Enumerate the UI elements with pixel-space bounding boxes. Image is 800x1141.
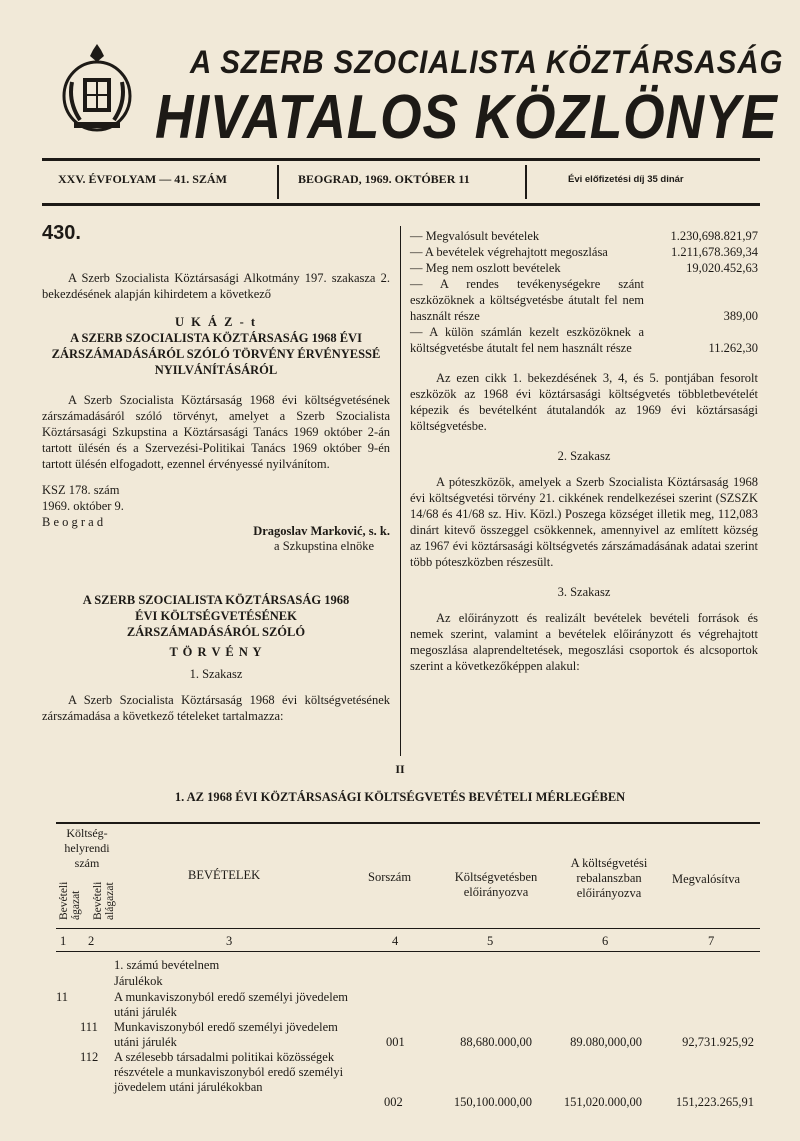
section-1-body: A Szerb Szocialista Köztársaság 1968 évi költségvetésének zárszámadása a következő tételeket tartalmazza: [42,693,390,723]
header-rule [56,928,760,929]
intro-paragraph: A Szerb Szocialista Köztársasági Alkotmány 197. szakasza 2. bekezdésének alapján kihirdetem a következő [42,271,390,301]
colnum: 1 [60,934,67,948]
header-bevetelek: BEVÉTELEK [188,868,261,882]
header-bevételi-alagazat: Bevételi alágazat [92,881,116,920]
coat-of-arms-icon [60,42,134,136]
part-roman-numeral: II [395,762,405,776]
section-3-heading: 3. Szakasz [557,585,611,599]
masthead-title: A SZERB SZOCIALISTA KÖZTÁRSASÁG [190,44,784,80]
header-megvalositva: Megvalósítva [672,872,741,886]
right-column [410,228,758,674]
header-rebalansz: A költségvetési rebalanszban előirányozva [570,856,648,900]
item-number: 430. [42,222,81,244]
header-group: Költség-helyrendi szám [64,826,110,870]
decree-city: B e o g r a d [42,515,104,529]
signer-name: Dragoslav Marković, s. k. [253,524,390,538]
colnum: 4 [392,934,399,948]
law-title: T Ö R V É N Y [169,645,263,659]
subscription-price: Évi előfizetési díj 35 dinár [568,174,684,185]
top-rule [42,158,760,161]
ledger-item: — A külön számlán kezelt eszközöknek a költségvetésbe átutalt fel nem használt része 11.262,30 [410,325,758,355]
paragraph-1: Az ezen cikk 1. bekezdésének 3, 4, és 5. pontjában fesorolt eszközök az 1968 évi köztársasági költségvetés többletbevételét képezik és bevételként átutalandók az 1969 évi köztársasági költségvetésbe. [410,371,758,433]
ledger-item: — Meg nem oszlott bevételek 19,020.452,63 [410,261,758,275]
paragraph-2: A póteszközök, amelyek a Szerb Szocialista Köztársaság 1968 évi költségvetési törvény 21. cikkének rendelkezései szerint (SZSZK 14/68 és 41/68 sz. Hiv. Közl.) Poszega községet illetik meg, 112,083 dinárt kitevő összeggel csökkennek, amennyivel az említett község az 1967 évi köztársasági költségvetés zárszámadásának adatai szerint több póteszközben részesült. [410,475,758,569]
table-top-rule [56,822,760,824]
colnum: 2 [88,934,95,948]
section-1-heading: 1. Szakasz [189,667,243,681]
header-eloiranyzat: Költségvetésben előirányozva [454,870,538,899]
paragraph-3: Az előirányzott és realizált bevételek bevételi források és nemek szerint, valamint a bevételek előirányzott és végrehajtott megoszlása alaprendeltetések, megoszlási csoportok és alcsoportok szerint a következőképpen alakul: [410,611,758,673]
ukaz-title: U K Á Z - t [174,315,258,329]
colnum: 5 [487,934,494,948]
divider [277,165,279,199]
ukaz-heading: A SZERB SZOCIALISTA KÖZTÁRSASÁG 1968 ÉVI ZÁRSZÁMADÁSÁRÓL SZÓLÓ TÖRVÉNY ÉRVÉNYESSÉ NYILVÁNÍTÁSÁRÓL [51,331,381,377]
decree-date: 1969. október 9. [42,499,124,513]
colnum: 6 [602,934,609,948]
header-sorszam: Sorszám [368,870,412,884]
masthead-gazette: HIVATALOS KÖZLÖNYE [155,83,778,152]
left-column [42,270,390,724]
ledger-list [410,228,758,356]
colnum-rule [56,951,760,952]
ledger-item: — Megvalósult bevételek 1.230,698.821,97 [410,229,758,243]
section-2-heading: 2. Szakasz [557,449,611,463]
divider [525,165,527,199]
ksz-number: KSZ 178. szám [42,483,120,497]
table-title: 1. AZ 1968 ÉVI KÖZTÁRSASÁGI KÖLTSÉGVETÉS BEVÉTELI MÉRLEGÉBEN [174,790,626,804]
signer-role: a Szkupstina elnöke [274,539,374,553]
colnum: 3 [226,934,233,948]
ledger-item: — A bevételek végrehajtott megoszlása 1.211,678.369,34 [410,245,758,259]
place-date: BEOGRAD, 1969. OKTÓBER 11 [298,172,470,186]
bottom-rule [42,203,760,206]
colnum: 7 [708,934,715,948]
ledger-item: — A rendes tevékenységekre szánt eszközöknek a költségvetésbe átutalt fel nem használt része 389,00 [410,277,758,323]
header-bevételi-agazat: Bevételi ágazat [58,881,82,920]
law-heading: A SZERB SZOCIALISTA KÖZTÁRSASÁG 1968 ÉVI KÖLTSÉGVETÉSÉNEK ZÁRSZÁMADÁSÁRÓL SZÓLÓ [82,593,350,639]
column-divider [400,226,401,756]
volume-number: XXV. ÉVFOLYAM — 41. SZÁM [58,172,227,186]
ukaz-body: A Szerb Szocialista Köztársaság 1968 évi költségvetésének zárszámadásáról szóló törvényt, amelyet a Szerb Szocialista Köztársasági Szkupstina a Köztársasági Tanács 1969 október 2-án tartott ülésén és a Szervezési-Politikai Tanács 1969 október 9-én tartott ülésén elfogadott, ezennel érvényessé nyilvánítom. [42,393,390,471]
